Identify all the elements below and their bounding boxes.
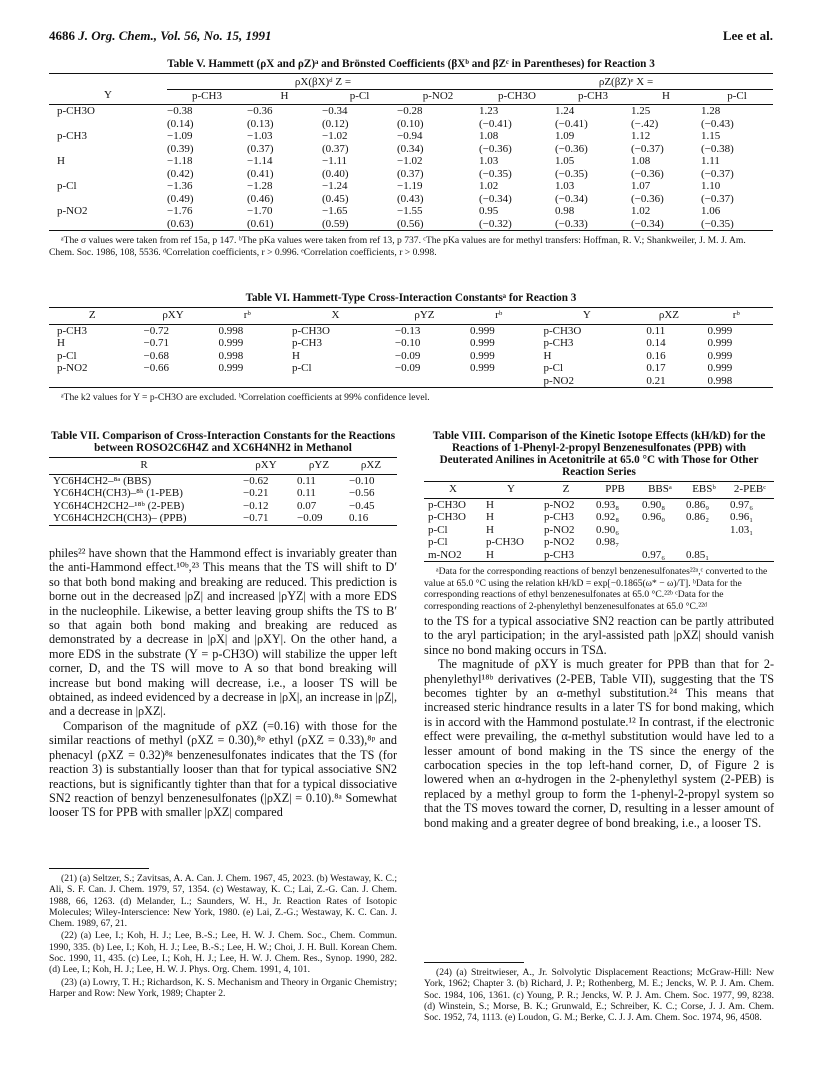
table-col-header: rᵇ bbox=[462, 308, 535, 325]
table-cell: p-Cl bbox=[428, 536, 448, 548]
table-cell: −0.66 bbox=[143, 362, 169, 374]
table-8 bbox=[424, 430, 774, 622]
table-cell: p-CH3O bbox=[543, 324, 582, 337]
table-cell: 0.999 bbox=[218, 362, 244, 374]
table-cell: −0.94 bbox=[397, 130, 423, 142]
table-cell bbox=[682, 536, 726, 549]
table-cell: 0.17 bbox=[646, 362, 666, 374]
table-cell: (0.59) bbox=[322, 217, 349, 230]
table-cell: −1.24 bbox=[322, 180, 348, 192]
table-cell bbox=[49, 218, 167, 231]
table-6-title: Table VI. Hammett-Type Cross-Interaction Constantsᵃ for Reaction 3 bbox=[245, 292, 577, 304]
table-cell bbox=[638, 524, 682, 537]
table-cell bbox=[638, 536, 682, 549]
table-cell: (−0.36) bbox=[555, 142, 588, 155]
table-cell: p-Cl bbox=[57, 349, 77, 362]
table-col-header: Y bbox=[535, 308, 638, 325]
table-col-header: ρYZ bbox=[387, 308, 462, 325]
table-5-title: Table V. Hammett (ρX and ρZ)ᵃ and Brönsted Coefficients (βXᵇ and βZᶜ in Parentheses) for Reaction 3 bbox=[167, 58, 655, 70]
table-cell: 0.999 bbox=[469, 349, 495, 362]
table-cell: −1.18 bbox=[167, 155, 193, 167]
table-cell bbox=[462, 375, 535, 388]
table-row bbox=[49, 118, 773, 131]
table-cell: 1.12 bbox=[631, 130, 651, 142]
table-row bbox=[424, 549, 774, 562]
table-cell bbox=[726, 549, 774, 562]
table-cell: 0.90₆ bbox=[596, 523, 620, 536]
footnote-rule bbox=[424, 962, 524, 963]
paragraph: to the TS for a typical associative SN2 reaction can be partly attributed to the aryl participation; in the aryl-assisted path |ρXZ| should vanish since no bond making occurs in TSΔ. bbox=[424, 614, 774, 657]
table-cell: 0.11 bbox=[297, 474, 316, 487]
table-cell: 0.998 bbox=[707, 374, 733, 387]
table-row bbox=[424, 498, 774, 511]
table-col-header: ρXZ bbox=[638, 308, 699, 325]
table-cell: −1.11 bbox=[322, 155, 348, 167]
body-column-left bbox=[49, 546, 397, 820]
table-cell: 1.03₁ bbox=[730, 523, 754, 536]
table-cell: (0.13) bbox=[247, 117, 274, 130]
table-cell: (0.45) bbox=[322, 192, 349, 205]
table-cell: (−0.34) bbox=[479, 192, 512, 205]
table-cell: 0.90₈ bbox=[642, 498, 666, 511]
table-cell: (−0.37) bbox=[631, 142, 664, 155]
table-cell: (0.61) bbox=[247, 217, 274, 230]
table-cell: H bbox=[57, 337, 65, 349]
table-row bbox=[49, 218, 773, 231]
table-cell: (0.49) bbox=[167, 192, 194, 205]
table-5-spacer bbox=[49, 74, 167, 90]
table-cell bbox=[49, 375, 135, 388]
table-cell: 1.24 bbox=[555, 105, 575, 117]
table-row bbox=[49, 168, 773, 181]
table-row bbox=[49, 180, 773, 193]
table-cell: −0.09 bbox=[297, 512, 323, 524]
table-row bbox=[49, 350, 773, 363]
table-row bbox=[424, 536, 774, 549]
table-cell: 0.85₁ bbox=[686, 548, 710, 561]
table-cell bbox=[135, 375, 210, 388]
table-cell: (0.37) bbox=[322, 142, 349, 155]
table-cell: (0.39) bbox=[167, 142, 194, 155]
table-col-header: X bbox=[424, 482, 482, 499]
references-right bbox=[424, 962, 774, 1024]
table-cell: (0.34) bbox=[397, 142, 424, 155]
table-cell: 0.21 bbox=[646, 374, 666, 387]
table-cell: 0.92₈ bbox=[596, 511, 620, 523]
table-cell: 0.98 bbox=[555, 205, 575, 217]
table-row bbox=[49, 512, 397, 525]
body-column-right bbox=[424, 614, 774, 830]
table-cell: (−0.36) bbox=[631, 192, 664, 205]
table-8-footnote: ᵃData for the corresponding reactions of benzyl benzenesulfonates²²ᵃ,ᶜ converted to the value at 65.0 °C using the relation kH/kD = exp[−0.1865(ω* − ω)/T]. ᵇData for the corresponding reactions of ethyl benzenesulfonates at 65.0 °C.²²ᵇ ᶜData for the corresponding reactions of 2-phenylethyl benzenesulfonates at 65.0 °C.²²ᵈ bbox=[424, 566, 768, 612]
table-cell: (−0.43) bbox=[701, 117, 734, 130]
table-cell: −0.45 bbox=[349, 499, 375, 512]
table-cell: (−0.35) bbox=[479, 167, 512, 180]
table-cell: −0.56 bbox=[349, 487, 375, 499]
table-col-header: ρXZ bbox=[345, 458, 397, 475]
table-7-title: Table VII. Comparison of Cross-Interaction Constants for the Reactions between ROSO2C6H4Z and XC6H4NH2 in Methanol bbox=[50, 430, 396, 454]
table-cell: 0.999 bbox=[707, 337, 733, 349]
table-cell: −0.10 bbox=[349, 474, 375, 487]
table-row bbox=[49, 375, 773, 388]
table-cell: −0.09 bbox=[394, 362, 421, 374]
table-cell: 0.11 bbox=[646, 324, 666, 337]
table-cell: −1.03 bbox=[247, 130, 273, 142]
table-5-grid bbox=[49, 73, 773, 231]
table-cell: 1.02 bbox=[479, 180, 499, 192]
table-7 bbox=[49, 430, 397, 526]
table-col-header: 2-PEBᶜ bbox=[726, 482, 774, 499]
table-cell: (0.10) bbox=[397, 117, 424, 130]
table-col-header: ρYZ bbox=[293, 458, 345, 475]
table-5 bbox=[49, 58, 773, 268]
table-cell: (0.43) bbox=[397, 192, 424, 205]
table-cell: p-CH3 bbox=[292, 337, 322, 349]
table-cell: −0.34 bbox=[322, 105, 348, 117]
table-cell bbox=[592, 549, 638, 562]
table-cell: 1.07 bbox=[631, 180, 651, 192]
table-cell bbox=[49, 143, 167, 156]
table-cell: p-CH3O bbox=[292, 324, 330, 337]
table-cell: 0.95 bbox=[479, 205, 499, 217]
table-cell: −0.36 bbox=[247, 105, 273, 117]
table-cell: 0.07 bbox=[297, 499, 317, 512]
table-cell: p-CH3 bbox=[543, 337, 574, 349]
table-cell: (−0.36) bbox=[631, 167, 664, 180]
table-cell: (0.14) bbox=[167, 117, 194, 130]
table-cell: 0.999 bbox=[707, 349, 733, 362]
table-cell: (0.42) bbox=[167, 167, 194, 180]
table-cell: p-Cl bbox=[292, 362, 312, 374]
table-6 bbox=[49, 292, 773, 413]
reference: (24) (a) Streitwieser, A., Jr. Solvolytic Displacement Reactions; McGraw-Hill: New York, 1962; Chapter 3. (b) Richard, J. P.; Rothenberg, M. E.; Jencks, W. P. J. Am. Chem. Soc. 1984, 106, 1361. (c) Young, P. R.; Jencks, W. P. J. Am. Chem. Soc. 1977, 99, 8238. (d) Winstein, S.; Morse, B. K.; Grunwald, E.; Schreiber, K. C.; Corse, J. J. Am. Chem. Soc. 1952, 74, 1113. (e) Loudon, G. M.; Berke, C. J. J. Am. Chem. Soc. 1974, 96, 4508. bbox=[424, 967, 774, 1024]
table-cell: p-CH3 bbox=[544, 548, 574, 561]
reference: (21) (a) Seltzer, S.; Zavitsas, A. A. Can. J. Chem. 1967, 45, 2023. (b) Westaway, K. C.; Ali, S. F. Can. J. Chem. 1979, 57, 1354. (c) Westaway, K. C.; Lai, Z.-G. Can. J. Chem. 1988, 66, 1263. (d) Melander, L.; Saunders, W. H., Jr. Reaction Rates of Isotopic Molecules; Wiley-Interscience: New York, 1980. (e) Lai, Z.-G.; Westaway, K. C. Can. J. Chem. 1989, 67, 21. bbox=[49, 873, 397, 930]
table-col-header: Z bbox=[540, 482, 592, 499]
table-5-row-label: H bbox=[57, 155, 65, 167]
table-cell: −0.62 bbox=[243, 474, 269, 487]
table-cell: (0.12) bbox=[322, 117, 349, 130]
table-8-body bbox=[424, 498, 774, 562]
table-cell: 0.998 bbox=[218, 324, 244, 337]
table-cell: H bbox=[543, 349, 552, 362]
table-col-header: PPB bbox=[592, 482, 638, 499]
reference: (23) (a) Lowry, T. H.; Richardson, K. S. Mechanism and Theory in Organic Chemistry; Harper and Row: New York, 1989; Chapter 2. bbox=[49, 976, 397, 999]
table-row bbox=[424, 511, 774, 524]
table-cell: 0.999 bbox=[469, 362, 495, 374]
table-cell: (0.63) bbox=[167, 217, 194, 230]
table-row bbox=[49, 105, 773, 118]
table-5-col-header: p-NO2 bbox=[397, 89, 479, 105]
table-5-row-label: p-CH3 bbox=[57, 130, 87, 142]
table-cell: −0.72 bbox=[143, 324, 169, 337]
table-cell: −0.68 bbox=[143, 349, 169, 362]
table-5-col-y: Y bbox=[49, 89, 167, 105]
table-cell bbox=[284, 375, 387, 388]
table-cell: 0.97₆ bbox=[730, 498, 754, 511]
table-col-header: EBSᵇ bbox=[682, 482, 726, 499]
table-cell: (0.37) bbox=[247, 142, 274, 155]
table-5-col-header: H bbox=[631, 89, 701, 105]
table-cell: 1.02 bbox=[631, 205, 651, 217]
table-cell: 1.03 bbox=[555, 180, 575, 192]
table-cell: 0.93₈ bbox=[596, 498, 620, 511]
table-cell: 1.10 bbox=[701, 180, 721, 192]
table-cell bbox=[49, 168, 167, 181]
table-cell: 0.97₆ bbox=[642, 548, 666, 561]
table-cell: 0.16 bbox=[646, 349, 666, 362]
table-cell: −1.09 bbox=[167, 130, 193, 142]
table-cell: 1.25 bbox=[631, 105, 651, 117]
table-cell bbox=[387, 375, 462, 388]
table-cell: −1.28 bbox=[247, 180, 273, 192]
paragraph: Comparison of the magnitude of ρXZ (=0.16) with those for the similar reactions of methyl (ρXZ = 0.30),⁸ᵖ ethyl (ρXZ = 0.33),⁸ᵖ and phenacyl (ρXZ = 0.32)⁸ᵍ benzenesulfonates indicates that the TS (for reaction 3) is substantially looser than that for typical associative SN2 reactions, but is significantly tighter than that for a typical dissociative SN2 reaction of benzyl benzenesulfonates (|ρXZ| = 0.10).⁸ᵃ Somewhat looser TS for PPB with smaller |ρXZ| compared bbox=[49, 718, 397, 820]
table-cell: (0.37) bbox=[397, 167, 424, 180]
running-head-left bbox=[49, 28, 271, 44]
table-cell: YC6H4CH2CH2–¹⁸ᵇ (2-PEB) bbox=[53, 499, 185, 512]
table-5-row-label: p-NO2 bbox=[57, 205, 88, 217]
table-cell bbox=[726, 536, 774, 549]
table-7-body bbox=[49, 474, 397, 525]
table-5-footnote: ᵃThe σ values were taken from ref 15a, p 147. ᵇThe pKa values were taken from ref 13, p 737. ᶜThe pKa values are for methyl transfers: Hoffman, R. V.; Shankweiler, J. M. J. Am. Chem. Soc. 1986, 108, 5536. ᵈCorrelation coefficients, r > 0.996. ᵉCorrelation coefficients, r > 0.998. bbox=[49, 235, 746, 258]
table-cell bbox=[49, 193, 167, 206]
table-cell: 0.96₀ bbox=[642, 511, 666, 523]
table-6-body bbox=[49, 324, 773, 388]
table-cell: p-CH3O bbox=[428, 511, 466, 523]
table-cell: (−0.41) bbox=[479, 117, 512, 130]
table-row bbox=[49, 500, 397, 513]
table-cell: YC6H4CH(CH3)–⁸ʰ (1-PEB) bbox=[53, 487, 183, 499]
table-row bbox=[49, 487, 397, 500]
table-cell: (−0.36) bbox=[479, 142, 512, 155]
reference: (22) (a) Lee, I.; Koh, H. J.; Lee, B.-S.; Lee, H. W. J. Chem. Soc., Chem. Commun. 1990, 335. (b) Lee, I.; Koh, H. J.; Lee, B.-S.; Lee, H. W.; Choi, J. H. Bull. Korean Chem. Soc. 1990, 11, 435. (c) Lee, I.; Koh, H. J.; Lee, H. W. J. Chem. Res., Synop. 1990, 282. (d) Lee, I.; Koh, H. J.; Lee, H. W. J. Phys. Org. Chem. 1991, 4, 101. bbox=[49, 930, 397, 976]
table-cell: YC6H4CH2–⁸ᵃ (BBS) bbox=[53, 474, 152, 487]
table-col-header: rᵇ bbox=[699, 308, 773, 325]
table-cell: 0.11 bbox=[297, 487, 316, 499]
table-5-group-z: ρX(βX)ᵈ Z = bbox=[167, 74, 479, 90]
volume-info: Vol. 56, No. 15, 1991 bbox=[160, 28, 272, 43]
table-row bbox=[49, 474, 397, 487]
table-cell: H bbox=[486, 548, 494, 561]
table-cell: (−0.32) bbox=[479, 217, 512, 230]
table-row bbox=[49, 143, 773, 156]
table-6-footnote: ᵃThe k2 values for Y = p-CH3O are excluded. ᵇCorrelation coefficients at 99% confidence level. bbox=[61, 392, 430, 403]
table-cell: (0.41) bbox=[247, 167, 274, 180]
table-col-header: ρXY bbox=[239, 458, 293, 475]
table-cell: −1.02 bbox=[322, 130, 348, 142]
table-cell: (−0.37) bbox=[701, 192, 734, 205]
table-8-title: Table VIII. Comparison of the Kinetic Isotope Effects (kH/kD) for the Reactions of 1-Phenyl-2-propyl Benzenesulfonates (PPB) with Deuterated Anilines in Acetonitrile at 65.0 °C with Those for Other Reaction Series bbox=[432, 430, 766, 478]
table-cell: 0.999 bbox=[469, 324, 495, 337]
table-5-col-header: p-Cl bbox=[322, 89, 397, 105]
table-cell: −0.38 bbox=[167, 105, 193, 117]
table-row bbox=[49, 193, 773, 206]
table-cell: p-NO2 bbox=[543, 374, 574, 387]
table-cell: H bbox=[292, 349, 300, 362]
table-cell: (−0.35) bbox=[555, 167, 588, 180]
table-row bbox=[49, 337, 773, 350]
table-cell: 1.08 bbox=[479, 130, 499, 142]
table-cell: 0.86₉ bbox=[686, 498, 710, 511]
table-row bbox=[49, 205, 773, 218]
table-cell: p-Cl bbox=[428, 523, 448, 536]
table-cell: m-NO2 bbox=[428, 548, 462, 561]
table-cell: (−0.41) bbox=[555, 117, 588, 130]
table-cell: H bbox=[486, 523, 494, 536]
table-row bbox=[49, 130, 773, 143]
table-col-header: ρXY bbox=[135, 308, 210, 325]
table-5-col-header: H bbox=[247, 89, 322, 105]
table-5-group-x: ρZ(βZ)ᵉ X = bbox=[479, 74, 773, 90]
table-7-grid bbox=[49, 457, 397, 526]
table-cell: 1.23 bbox=[479, 105, 499, 117]
table-cell: −0.21 bbox=[243, 487, 269, 499]
page-number: 4686 bbox=[49, 28, 75, 43]
table-col-header: X bbox=[284, 308, 387, 325]
table-cell: (0.56) bbox=[397, 217, 424, 230]
table-cell: (−0.35) bbox=[701, 217, 734, 230]
table-col-header: Y bbox=[482, 482, 540, 499]
table-cell: (−0.33) bbox=[555, 217, 588, 230]
table-cell: p-CH3 bbox=[57, 324, 87, 337]
table-5-row-label: p-Cl bbox=[57, 180, 77, 192]
table-cell bbox=[211, 375, 284, 388]
table-5-row-label: p-CH3O bbox=[57, 105, 95, 117]
table-cell: −1.19 bbox=[397, 180, 423, 192]
table-cell: 0.999 bbox=[218, 337, 244, 349]
table-cell: 0.999 bbox=[707, 324, 733, 337]
table-cell: p-CH3 bbox=[544, 511, 574, 523]
table-row bbox=[49, 155, 773, 168]
table-cell: −1.36 bbox=[167, 180, 193, 192]
authors: Lee et al. bbox=[722, 28, 773, 43]
table-cell: 1.06 bbox=[701, 205, 721, 217]
table-cell: 1.03 bbox=[479, 155, 499, 167]
table-cell: p-CH3O bbox=[428, 498, 466, 511]
table-cell: −0.13 bbox=[394, 324, 421, 337]
table-cell: p-NO2 bbox=[544, 498, 575, 511]
table-col-header: Z bbox=[49, 308, 135, 325]
table-cell: −0.09 bbox=[394, 349, 421, 362]
table-row bbox=[424, 524, 774, 537]
table-row bbox=[49, 362, 773, 375]
table-col-header: R bbox=[49, 458, 239, 475]
paragraph: philes²² have shown that the Hammond effect is invariably greater than the anti-Hammond effect.¹⁰ᵇ,²³ This means that the TS will shift to D′ so that both bond making and breaking are reduced. This prediction is borne out in the decreased |ρZ| and increased |ρYZ| with a more EDS in the nucleophile. Likewise, a better leaving group shifts the TS to B′ so that again both bond making and breaking are reduced as demonstrated by a decrease in |ρX| and |ρXY|. On the other hand, a more EDS in the substrate (Y = p-CH3O) will stabilize the upper left corner, D, and the TS will move to A so that bond breaking will increase but bond making will decrease, i.e., a looser TS will be obtained, as indeed evidenced by a decrease in |ρX|, an increase in |ρZ|, and a decrease in |ρXZ|. bbox=[49, 546, 397, 719]
table-cell: 1.09 bbox=[555, 130, 575, 142]
table-5-body bbox=[49, 105, 773, 231]
table-8-grid bbox=[424, 481, 774, 562]
footnote-rule bbox=[49, 868, 149, 869]
table-col-header: BBSᵃ bbox=[638, 482, 682, 499]
table-cell: −0.71 bbox=[243, 512, 269, 524]
table-cell: −0.28 bbox=[397, 105, 423, 117]
table-6-grid bbox=[49, 307, 773, 388]
table-cell bbox=[49, 118, 167, 131]
table-cell: 0.86₂ bbox=[686, 511, 710, 523]
table-col-header: rᵇ bbox=[211, 308, 284, 325]
table-cell: 0.96₁ bbox=[730, 511, 754, 523]
paragraph: The magnitude of ρXY is much greater for PPB than that for 2-phenylethyl¹⁸ᵇ derivatives (2-PEB, Table VII), suggesting that the TS becomes tighter by an α-methyl substitution.²⁴ This means that increased steric hindrance results in a later TS for bond making, which is in accord with the Hammond postulate.¹² In contrast, if the electronic effect were prevailing, the α-methyl substitution would have led to a lesser amount of bond making in the TS since the energy of the carbocation species in the top left-hand corner, D, of Figure 2 is lowered when an α-hydrogen in the 2-phenylethyl system (2-PEB) is replaced by a methyl group to form the 1-phenyl-2-propyl system so that the TS moves toward the corner, D, resulting in a lesser amount of bond making and a greater degree of bond breaking, i.e., a looser TS. bbox=[424, 657, 774, 830]
table-cell: 1.05 bbox=[555, 155, 575, 167]
table-cell: p-CH3O bbox=[486, 536, 524, 548]
table-cell: −1.76 bbox=[167, 205, 193, 217]
table-cell: −0.71 bbox=[143, 337, 169, 349]
table-row bbox=[49, 324, 773, 337]
table-cell: 0.14 bbox=[646, 337, 666, 349]
table-cell: p-Cl bbox=[543, 362, 563, 374]
table-cell: −1.70 bbox=[247, 205, 273, 217]
table-cell: 0.999 bbox=[469, 337, 495, 349]
table-cell: (0.40) bbox=[322, 167, 349, 180]
table-cell: 0.999 bbox=[707, 362, 733, 374]
table-cell: 0.998 bbox=[218, 349, 244, 362]
table-cell: 1.28 bbox=[701, 105, 721, 117]
table-cell: −1.55 bbox=[397, 205, 423, 217]
table-cell: H bbox=[486, 511, 494, 523]
table-cell: (−0.34) bbox=[631, 217, 664, 230]
table-cell: YC6H4CH2CH(CH3)– (PPB) bbox=[53, 512, 187, 524]
table-cell: (−0.34) bbox=[555, 192, 588, 205]
table-cell: H bbox=[486, 498, 494, 511]
table-cell: p-NO2 bbox=[544, 536, 575, 548]
table-cell: p-NO2 bbox=[57, 362, 88, 374]
table-cell: −0.12 bbox=[243, 499, 269, 512]
table-5-col-header: p-CH3 bbox=[167, 89, 247, 105]
table-5-col-header: p-CH3O bbox=[479, 89, 555, 105]
table-cell: 0.98₇ bbox=[596, 536, 620, 548]
table-cell: (−0.37) bbox=[701, 167, 734, 180]
table-cell: (−.42) bbox=[631, 117, 659, 130]
table-cell: 1.15 bbox=[701, 130, 721, 142]
table-cell: 0.16 bbox=[349, 512, 369, 524]
table-cell: (0.46) bbox=[247, 192, 274, 205]
table-cell bbox=[682, 524, 726, 537]
table-cell: 1.11 bbox=[701, 155, 720, 167]
table-cell: −0.10 bbox=[394, 337, 421, 349]
table-5-col-header: p-Cl bbox=[701, 89, 773, 105]
table-5-col-header: p-CH3 bbox=[555, 89, 631, 105]
references-left bbox=[49, 868, 397, 1000]
table-cell: −1.02 bbox=[397, 155, 423, 167]
table-cell: (−0.38) bbox=[701, 142, 734, 155]
table-cell: 1.08 bbox=[631, 155, 651, 167]
table-cell: p-NO2 bbox=[544, 523, 575, 536]
table-cell: −1.14 bbox=[247, 155, 273, 167]
table-cell: −1.65 bbox=[322, 205, 348, 217]
journal-name: J. Org. Chem., bbox=[78, 28, 157, 43]
